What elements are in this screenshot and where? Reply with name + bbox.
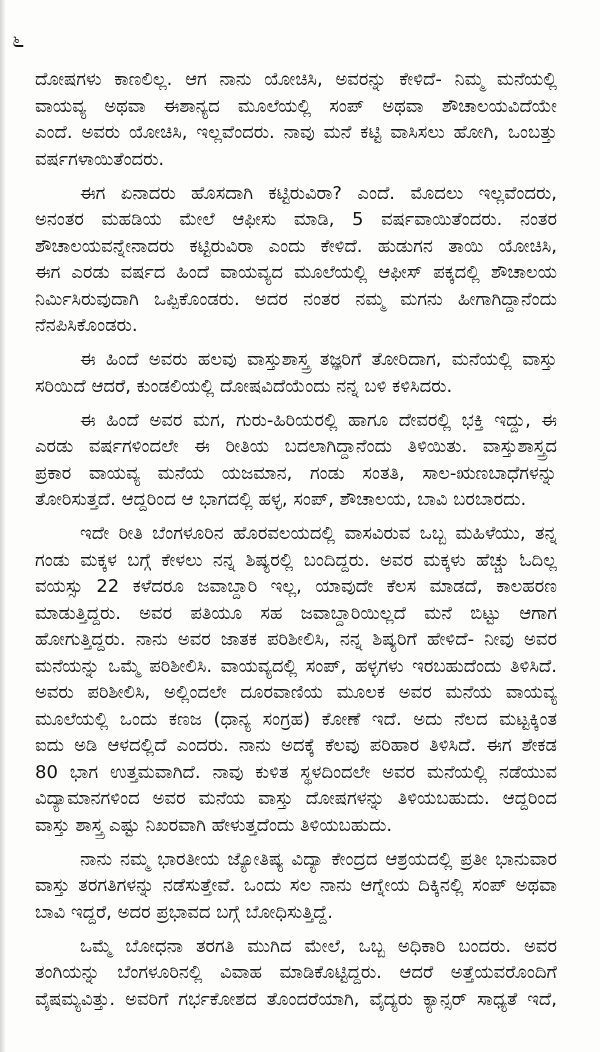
text-line: ಅನಂತರ ಮಹಡಿಯ ಮೇಲೆ ಆಫೀಸು ಮಾಡಿ, 5 ವರ್ಷವಾಯಿತೆಂದರು. ನಂತರ bbox=[35, 209, 557, 230]
body-text bbox=[35, 67, 557, 1013]
text-line: ನಿರ್ಮಿಸಿರುವುದಾಗಿ ಒಪ್ಪಿಕೊಂಡರು. ಅದರ ನಂತರ ನಮ್ಮ ಮಗನು ಹೀಗಾಗಿದ್ದಾನೆಂದು bbox=[35, 288, 557, 310]
text-line: ಮನೆಯನ್ನು ಒಮ್ಮೆ ಪರಿಶೀಲಿಸಿ. ವಾಯವ್ಯದಲ್ಲಿ ಸಂಪ್, ಹಳ್ಳಗಳು ಇರಬಹುದೆಂದು ತಿಳಿಸಿದೆ. bbox=[35, 655, 557, 677]
text-line: ಎರಡು ವರ್ಷಗಳಿಂದಲೇ ಈ ರೀತಿಯ ಬದಲಾಗಿದ್ದಾನೆಂದು ತಿಳಿಯಿತು. ವಾಸ್ತುಶಾಸ್ತ್ರದ bbox=[35, 436, 557, 457]
paragraph bbox=[35, 181, 557, 340]
text-line: ಮೂಲೆಯಲ್ಲಿ ಒಂದು ಕಣಜ (ಧಾನ್ಯ ಸಂಗ್ರಹ) ಕೋಣೆ ಇದೆ. ಅದು ನೆಲದ ಮಟ್ಟಕ್ಕಿಂತ bbox=[35, 708, 557, 730]
page-edge-shadow bbox=[0, 0, 6, 1052]
text-line: ಒಮ್ಮೆ ಬೋಧನಾ ತರಗತಿ ಮುಗಿದ ಮೇಲೆ, ಒಬ್ಬ ಅಧಿಕಾರಿ ಬಂದರು. ಅವರ bbox=[80, 935, 557, 957]
text-line: ಇದೇ ರೀತಿ ಬೆಂಗಳೂರಿನ ಹೊರವಲಯದಲ್ಲಿ ವಾಸವಿರುವ ಒಬ್ಬ ಮಹಿಳೆಯು, ತನ್ನ bbox=[80, 523, 557, 544]
text-line: ಮಾಡುತ್ತಿದ್ದರು. ಅವರ ಪತಿಯೂ ಸಹ ಜವಾಬ್ದಾರಿಯಿಲ್ಲದೆ ಮನೆ ಬಿಟ್ಟು ಆಗಾಗ bbox=[35, 602, 557, 624]
paragraph bbox=[35, 408, 557, 514]
text-line: ಶೌಚಾಲಯವನ್ನೇನಾದರು ಕಟ್ಟಿರುವಿರಾ ಎಂದು ಕೇಳಿದೆ. ಹುಡುಗನ ತಾಯಿ ಯೋಚಿಸಿ, bbox=[35, 235, 557, 257]
text-line: ವಿದ್ಯಾಮಾನಗಳಿಂದ ಅವರ ಮನೆಯ ವಾಸ್ತು ದೋಷಗಳನ್ನು ತಿಳಿಯಬಹುದು. ಆದ್ದರಿಂದ bbox=[35, 788, 557, 809]
text-line: ವಾಯವ್ಯ ಅಥವಾ ಈಶಾನ್ಯದ ಮೂಲೆಯಲ್ಲಿ ಸಂಪ್ ಅಥವಾ ಶೌಚಾಲಯವಿದೆಯೇ bbox=[35, 95, 557, 117]
paragraph bbox=[35, 347, 557, 400]
text-line: ಪ್ರಕಾರ ವಾಯವ್ಯ ಮನೆಯ ಯಜಮಾನ, ಗಂಡು ಸಂತತಿ, ಸಾಲ-ಋಣಬಾಧೆಗಳನ್ನು bbox=[35, 462, 557, 484]
text-line: ನೆನಪಿಸಿಕೊಂಡರು. bbox=[35, 315, 138, 336]
text-line: ಈಗ ಎರಡು ವರ್ಷದ ಹಿಂದೆ ವಾಯವ್ಯದ ಮೂಲೆಯಲ್ಲಿ ಆಫೀಸ್ ಪಕ್ಕದಲ್ಲಿ ಶೌಚಾಲಯ bbox=[35, 262, 557, 283]
text-line: ವಾಸ್ತು ತರಗತಿಗಳನ್ನು ನಡೆಸುತ್ತೇವೆ. ಒಂದು ಸಲ ನಾನು ಆಗ್ನೇಯ ದಿಕ್ಕಿನಲ್ಲಿ ಸಂಪ್ ಅಥವಾ bbox=[35, 875, 557, 896]
text-line: ಸರಿಯಿದೆ ಆದರೆ, ಕುಂಡಲಿಯಲ್ಲಿ ದೋಷವಿದೆಯೆಂದು ನನ್ನ ಬಳಿ ಕಳಿಸಿದರು. bbox=[35, 375, 453, 397]
text-line: ಅವರು ಪರಿಶೀಲಿಸಿ, ಅಲ್ಲಿಂದಲೇ ದೂರವಾಣಿಯ ಮೂಲಕ ಅವರ ಮನೆಯ ವಾಯವ್ಯ bbox=[35, 682, 557, 703]
text-line: ವೈಷಮ್ಯವಿತ್ತು. ಅವರಿಗೆ ಗರ್ಭಕೋಶದ ತೊಂದರೆಯಾಗಿ, ವೈದ್ಯರು ಕ್ಯಾನ್ಸರ್ ಸಾಧ್ಯತೆ ಇದೆ, bbox=[35, 988, 557, 1010]
paragraph bbox=[35, 67, 557, 173]
text-line: ವಯಸ್ಸು 22 ಕಳೆದರೂ ಜವಾಬ್ದಾರಿ ಇಲ್ಲ, ಯಾವುದೇ ಕೆಲಸ ಮಾಡದೆ, ಕಾಲಹರಣ bbox=[35, 576, 557, 597]
text-line: ಎಂದೆ. ಅವರು ಯೋಚಿಸಿ, ಇಲ್ಲವೆಂದರು. ನಾವು ಮನೆ ಕಟ್ಟಿ ವಾಸಿಸಲು ಹೋಗಿ, ಒಂಬತ್ತು bbox=[35, 122, 557, 143]
paragraph bbox=[35, 934, 557, 1014]
paragraph bbox=[35, 847, 557, 927]
text-line: ತೋರಿಸುತ್ತದೆ. ಆದ್ದರಿಂದ ಆ ಭಾಗದಲ್ಲಿ ಹಳ್ಳ, ಸಂಪ್, ಶೌಚಾಲಯ, ಬಾವಿ ಬರಬಾರದು. bbox=[35, 489, 527, 510]
text-line: ನಾನು ನಮ್ಮ ಭಾರತೀಯ ಜ್ಯೋತಿಷ್ಯ ವಿದ್ಯಾ ಕೇಂದ್ರದ ಆಶ್ರಯದಲ್ಲಿ ಪ್ರತೀ ಭಾನುವಾರ bbox=[80, 848, 557, 870]
text-line: ಈಗ ಏನಾದರು ಹೊಸದಾಗಿ ಕಟ್ಟಿರುವಿರಾ? ಎಂದೆ. ಮೊದಲು ಇಲ್ಲವೆಂದರು, bbox=[80, 182, 557, 204]
text-line: ಬಾವಿ ಇದ್ದರೆ, ಅದರ ಪ್ರಭಾವದ ಬಗ್ಗೆ ಬೋಧಿಸುತ್ತಿದ್ದೆ. bbox=[35, 901, 334, 923]
text-line: 80 ಭಾಗ ಉತ್ತಮವಾಗಿದೆ. ನಾವು ಕುಳಿತ ಸ್ಥಳದಿಂದಲೇ ಅವರ ಮನೆಯಲ್ಲಿ ನಡೆಯುವ bbox=[35, 761, 557, 783]
text-line: ಐದು ಅಡಿ ಆಳದಲ್ಲಿದೆ ಎಂದರು. ನಾನು ಅದಕ್ಕೆ ಕೆಲವು ಪರಿಹಾರ ತಿಳಿಸಿದೆ. ಈಗ ಶೇಕಡ bbox=[35, 735, 557, 756]
text-line: ವರ್ಷಗಳಾಯಿತೆಂದರು. bbox=[35, 148, 165, 170]
text-line: ಈ ಹಿಂದೆ ಅವರು ಹಲವು ವಾಸ್ತುಶಾಸ್ತ್ರ ತಜ್ಞರಿಗೆ ತೋರಿದಾಗ, ಮನೆಯಲ್ಲಿ ವಾಸ್ತು bbox=[80, 349, 557, 370]
text-line: ಈ ಹಿಂದೆ ಅವರ ಮಗ, ಗುರು-ಹಿರಿಯರಲ್ಲಿ ಹಾಗೂ ದೇವರಲ್ಲಿ ಭಕ್ತಿ ಇದ್ದು, ಈ bbox=[80, 409, 557, 431]
text-line: ಗಂಡು ಮಕ್ಕಳ ಬಗ್ಗೆ ಕೇಳಲು ನನ್ನ ಶಿಷ್ಯರಲ್ಲಿ ಬಂದಿದ್ದರು. ಅವರ ಮಕ್ಕಳು ಹೆಚ್ಚು ಓದಿಲ್ಲ bbox=[35, 549, 557, 571]
text-line: ತಂಗಿಯನ್ನು ಬೆಂಗಳೂರಿನಲ್ಲಿ ವಿವಾಹ ಮಾಡಿಕೊಟ್ಟಿದ್ದರು. ಆದರೆ ಅತ್ತೆಯವರೊಂದಿಗೆ bbox=[35, 962, 557, 983]
text-line: ಹೋಗುತ್ತಿದ್ದರು. ನಾನು ಅವರ ಜಾತಕ ಪರಿಶೀಲಿಸಿ, ನನ್ನ ಶಿಷ್ಯರಿಗೆ ಹೇಳಿದೆ- ನೀವು ಅವರ bbox=[35, 629, 557, 650]
text-line: ವಾಸ್ತು ಶಾಸ್ತ್ರ ಎಷ್ಟು ನಿಖರವಾಗಿ ಹೇಳುತ್ತದೆಂದು ತಿಳಿಯಬಹುದು. bbox=[35, 814, 393, 836]
text-line: ದೋಷಗಳು ಕಾಣಲಿಲ್ಲ. ಆಗ ನಾನು ಯೋಚಿಸಿ, ಅವರನ್ನು ಕೇಳಿದೆ- ನಿಮ್ಮ ಮನೆಯಲ್ಲಿ bbox=[35, 69, 557, 90]
page-number: ೬ bbox=[12, 28, 25, 53]
paragraph bbox=[35, 521, 557, 839]
